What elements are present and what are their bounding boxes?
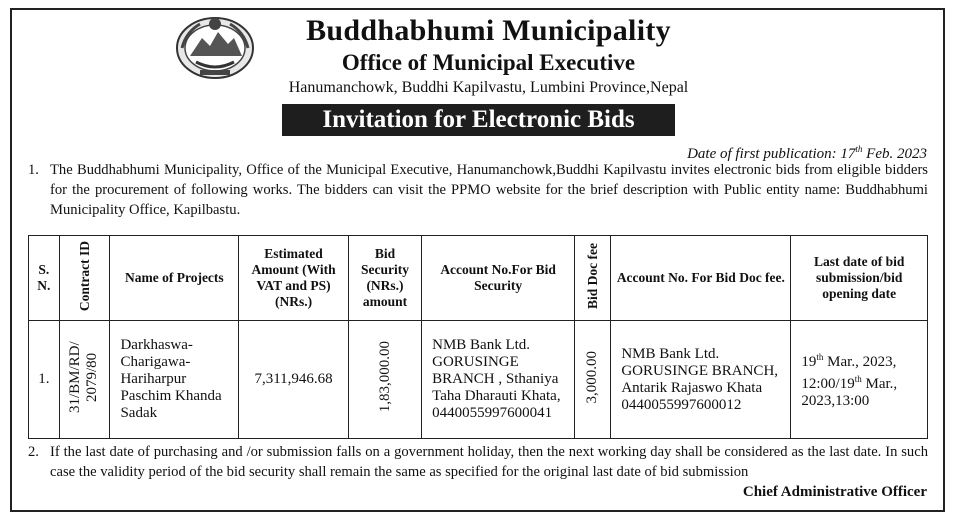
cell-contract-id-value: 31/BM/RD/ 2079/80 [66,341,100,413]
header-last-date: Last date of bid submission/bid opening date [791,236,928,321]
cell-estimated: 7,311,946.68 [239,321,349,439]
paragraph-2-number: 2. [28,444,39,460]
paragraph-1 [28,160,928,220]
table-row [29,321,928,439]
cell-account-bid: NMB Bank Ltd. GORUSINGE BRANCH , Sthaniya Taha Dharauti Khata, 0440055997600041 [422,321,575,439]
office-subtitle: Office of Municipal Executive [341,50,636,75]
header-contract-id [59,236,110,321]
cell-bid-security-value: 1,83,000.00 [376,341,393,413]
invitation-banner: Invitation for Electronic Bids [282,104,675,136]
header-name: Name of Projects [110,236,239,321]
header-estimated: Estimated Amount (With VAT and PS)(NRs.) [239,236,349,321]
bids-table [28,235,928,439]
cell-contract-id [59,321,110,439]
last-date-sup-a: th [816,352,824,362]
paragraph-2 [28,442,928,482]
paragraph-1-text: The Buddhabhumi Municipality, Office of the Municipal Executive, Hanumanchowk,Buddhi Kapilvastu invites electronic bids from eligible bidders for the procurement of following works. The bidders can visit the PPMO website for the brief description with Public entity name: Buddhabhumi Municipality Office, Kapilbastu. [50,162,928,218]
publication-date-sup: th [855,144,863,154]
municipality-title: Buddhabhumi Municipality [306,14,671,47]
paragraph-2-text: If the last date of purchasing and /or submission falls on a government holiday, then the next working day shall be considered as the last date. In such case the validity period of the bid security shall remain the same as specified for the original last date of bid submission [50,444,928,480]
last-date-sup-b: th [854,374,862,384]
header-account-bid: Account No.For Bid Security [422,236,575,321]
publication-date-rest: Feb. 2023 [862,146,927,162]
cell-bid-doc-fee [575,321,611,439]
header-bid-doc-fee-label: Bid Doc fee [584,243,600,309]
cell-bid-security [348,321,421,439]
paragraph-1-number: 1. [28,162,39,178]
cell-bid-doc-fee-value: 3,000.00 [584,350,601,404]
header-contract-id-label: Contract ID [76,240,92,312]
last-date-part-b: Mar., 2023, 12:00/19 [801,354,897,392]
signature: Chief Administrative Officer [742,484,927,500]
table-header-row [29,236,928,321]
header-account-fee: Account No. For Bid Doc fee. [611,236,791,321]
cell-sn: 1. [29,321,60,439]
address-line: Hanumanchowk, Buddhi Kapilvastu, Lumbini Province,Nepal [288,79,689,96]
cell-account-fee: NMB Bank Ltd. GORUSINGE BRANCH, Antarik Rajaswo Khata 0440055997600012 [611,321,791,439]
last-date-part-a: 19 [801,354,817,370]
header-bid-doc-fee [575,236,611,321]
header-sn: S. N. [29,236,60,321]
header-bid-security: Bid Security (NRs.) amount [348,236,421,321]
last-date-part-c: Mar., 2023,13:00 [801,376,898,409]
publication-date-label: Date of first publication: 17 [687,146,856,162]
cell-last-date [791,321,928,439]
cell-name: Darkhaswa-Charigawa-Hariharpur Paschim Khanda Sadak [110,321,239,439]
